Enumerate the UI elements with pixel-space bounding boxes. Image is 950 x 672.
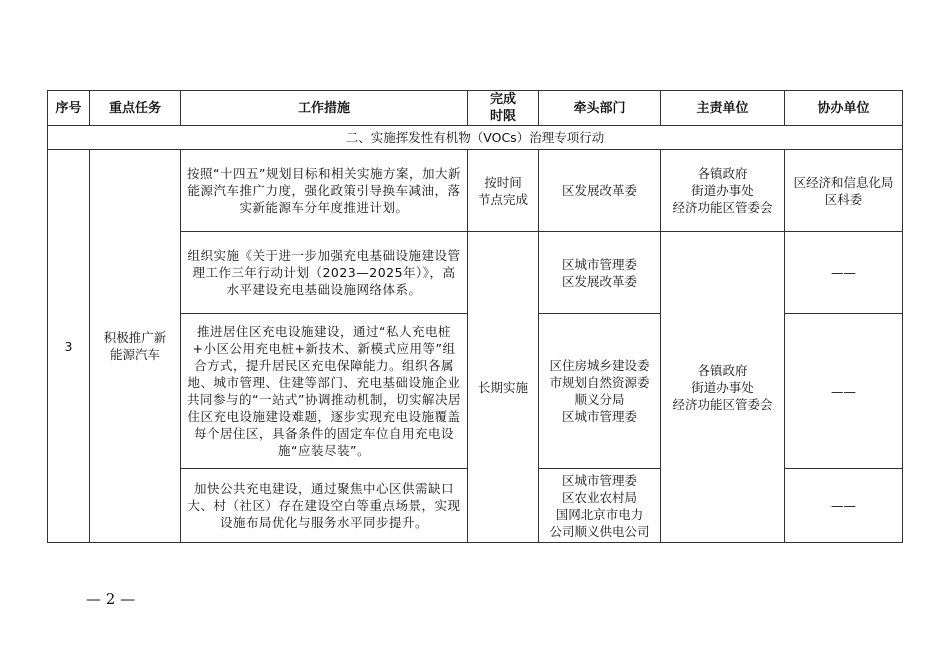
lead-line: 国网北京市电力 [555, 506, 644, 522]
lead-cell [539, 150, 661, 232]
assist-cell: —— [785, 314, 903, 469]
measure-cell: 加快公共充电建设，通过聚焦中心区供需缺口大、村（社区）存在建设空白等重点场景，实现设施布局优化与服务水平同步提升。 [181, 469, 468, 543]
measure-cell: 推进居住区充电设施建设，通过“私人充电桩+小区公用充电桩+新技术、新模式应用等”组合方式，提升居民区充电保障能力。组织各属地、城市管理、住建等部门、充电基础设施企业共同参与的“一站式”协调推动机制，切实解决居住区充电设施建设难题，逐步实现充电设施覆盖每个居住区，具备条件的固定车位自用充电设施“应装尽装”。 [181, 314, 468, 469]
lead-cell [539, 232, 661, 314]
task-line2: 能源汽车 [109, 347, 160, 362]
seq-cell: 3 [48, 150, 90, 543]
header-assist: 协办单位 [785, 91, 903, 126]
lead-line: 区发展改革委 [561, 273, 637, 289]
header-lead: 牵头部门 [539, 91, 661, 126]
responsible-line: 经济功能区管委会 [672, 200, 773, 215]
responsible-line: 街道办事处 [691, 183, 754, 198]
table-row [48, 150, 903, 232]
measure-cell: 组织实施《关于进一步加强充电基础设施建设管理工作三年行动计划（2023—2025年）》，高水平建设充电基础设施网络体系。 [181, 232, 468, 314]
deadline-cell [468, 150, 539, 232]
lead-line: 区城市管理委 [561, 472, 637, 488]
assist-cell: —— [785, 469, 903, 543]
lead-line: 区城市管理委 [561, 256, 637, 272]
lead-line: 公司顺义供电公司 [549, 523, 650, 539]
assist-line: 区经济和信息化局 [793, 174, 894, 190]
measures-table [47, 90, 903, 543]
lead-cell [539, 469, 661, 543]
table-header-row [48, 91, 903, 126]
assist-cell [785, 150, 903, 232]
deadline-line1: 按时间 [484, 174, 522, 190]
header-deadline [468, 91, 539, 126]
header-measure: 工作措施 [181, 91, 468, 126]
lead-line: 区城市管理委 [561, 409, 637, 424]
section-title: 二、实施挥发性有机物（VOCs）治理专项行动 [48, 126, 903, 150]
responsible-line: 各镇政府 [697, 362, 748, 378]
assist-cell: —— [785, 232, 903, 314]
responsible-line: 经济功能区管委会 [672, 396, 773, 412]
responsible-line: 各镇政府 [697, 166, 748, 181]
responsible-line: 街道办事处 [691, 379, 754, 395]
deadline-line2: 节点完成 [477, 191, 528, 207]
lead-line: 区住房城乡建设委 [549, 358, 650, 373]
header-seq: 序号 [48, 91, 90, 126]
section-row [48, 126, 903, 150]
assist-line: 区科委 [824, 191, 863, 207]
task-cell [90, 150, 181, 543]
lead-line: 顺义分局 [574, 392, 625, 407]
header-deadline-line2: 时限 [489, 109, 516, 124]
measure-cell: 按照“十四五”规划目标和相关实施方案，加大新能源汽车推广力度，强化政策引导换车减油，落实新能源车分年度推进计划。 [181, 150, 468, 232]
lead-line: 区发展改革委 [561, 183, 637, 198]
header-task: 重点任务 [90, 91, 181, 126]
header-responsible: 主责单位 [661, 91, 785, 126]
page-number: — 2 — [86, 590, 136, 608]
task-line1: 积极推广新 [103, 330, 167, 345]
deadline-merged-cell: 长期实施 [468, 232, 539, 543]
responsible-cell [661, 150, 785, 232]
header-deadline-line1: 完成 [489, 92, 516, 107]
lead-cell [539, 314, 661, 469]
lead-line: 区农业农村局 [561, 489, 637, 505]
lead-line: 市规划自然资源委 [549, 375, 650, 390]
responsible-merged-cell [661, 232, 785, 543]
